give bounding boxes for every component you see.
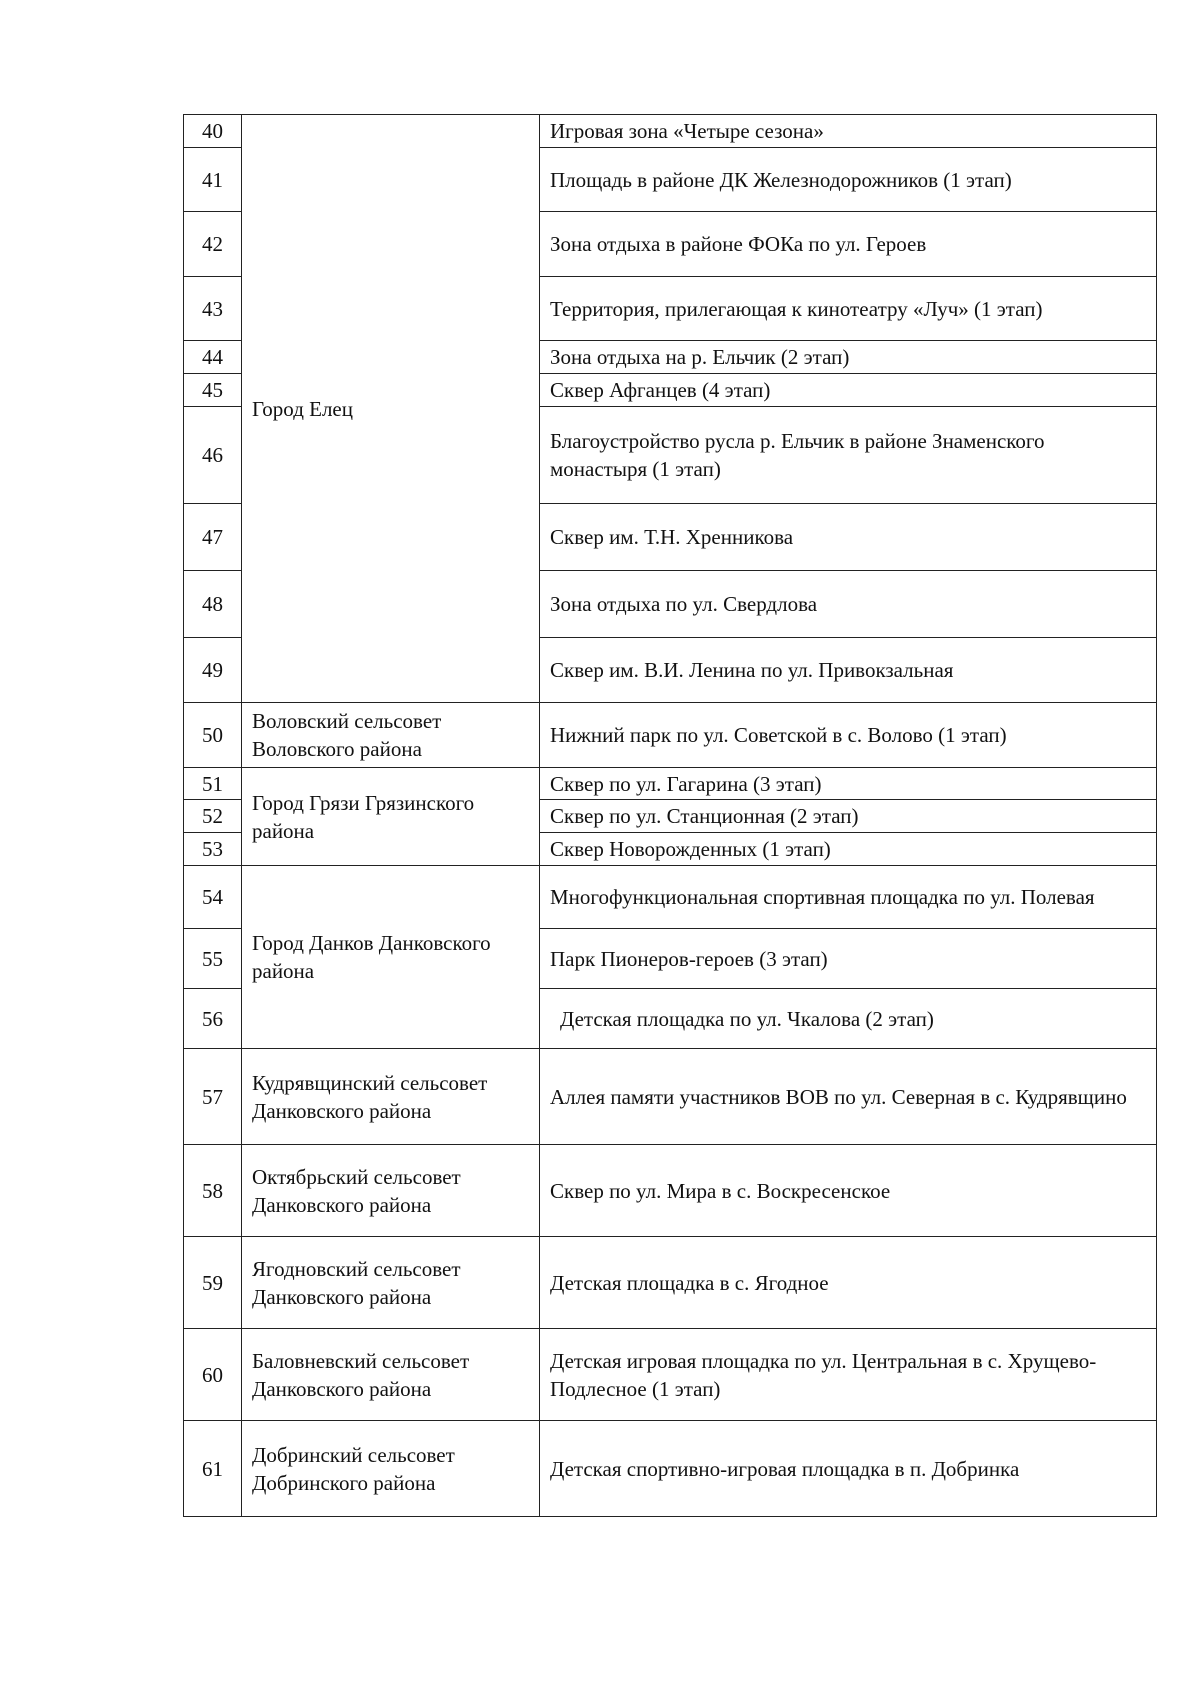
row-number: 43 xyxy=(184,277,242,341)
object-cell: Благоустройство русла р. Ельчик в районе Знаменского монастыря (1 этап) xyxy=(540,407,1157,504)
object-cell: Детская игровая площадка по ул. Центральная в с. Хрущево-Подлесное (1 этап) xyxy=(540,1329,1157,1421)
object-cell: Площадь в районе ДК Железнодорожников (1 этап) xyxy=(540,148,1157,212)
table-row xyxy=(184,1049,1157,1145)
row-number: 44 xyxy=(184,341,242,374)
object-cell: Детская площадка по ул. Чкалова (2 этап) xyxy=(540,989,1157,1049)
row-number: 59 xyxy=(184,1237,242,1329)
table-row xyxy=(184,1145,1157,1237)
improvement-objects-table xyxy=(183,114,1157,1517)
municipality-cell: Баловневский сельсовет Данковского района xyxy=(242,1329,540,1421)
object-cell: Игровая зона «Четыре сезона» xyxy=(540,115,1157,148)
row-number: 61 xyxy=(184,1421,242,1517)
municipality-cell: Октябрьский сельсовет Данковского района xyxy=(242,1145,540,1237)
row-number: 40 xyxy=(184,115,242,148)
municipality-cell: Ягодновский сельсовет Данковского района xyxy=(242,1237,540,1329)
object-cell: Многофункциональная спортивная площадка по ул. Полевая xyxy=(540,866,1157,929)
table-row xyxy=(184,768,1157,800)
row-number: 53 xyxy=(184,833,242,866)
object-cell: Зона отдыха в районе ФОКа по ул. Героев xyxy=(540,212,1157,277)
row-number: 52 xyxy=(184,800,242,833)
table-row xyxy=(184,1237,1157,1329)
municipality-cell: Город Грязи Грязинского района xyxy=(242,768,540,866)
row-number: 60 xyxy=(184,1329,242,1421)
object-cell: Нижний парк по ул. Советской в с. Волово (1 этап) xyxy=(540,703,1157,768)
municipality-cell: Город Елец xyxy=(242,115,540,703)
object-cell: Сквер по ул. Мира в с. Воскресенское xyxy=(540,1145,1157,1237)
row-number: 46 xyxy=(184,407,242,504)
municipality-cell: Город Данков Данковского района xyxy=(242,866,540,1049)
object-cell: Парк Пионеров-героев (3 этап) xyxy=(540,929,1157,989)
row-number: 47 xyxy=(184,504,242,571)
table-row xyxy=(184,1329,1157,1421)
row-number: 41 xyxy=(184,148,242,212)
object-cell: Аллея памяти участников ВОВ по ул. Северная в с. Кудрявщино xyxy=(540,1049,1157,1145)
table-row xyxy=(184,866,1157,929)
object-cell: Территория, прилегающая к кинотеатру «Луч» (1 этап) xyxy=(540,277,1157,341)
row-number: 49 xyxy=(184,638,242,703)
table-row xyxy=(184,1421,1157,1517)
row-number: 56 xyxy=(184,989,242,1049)
object-cell: Сквер им. Т.Н. Хренникова xyxy=(540,504,1157,571)
row-number: 50 xyxy=(184,703,242,768)
row-number: 57 xyxy=(184,1049,242,1145)
object-cell: Зона отдыха на р. Ельчик (2 этап) xyxy=(540,341,1157,374)
municipality-cell: Добринский сельсовет Добринского района xyxy=(242,1421,540,1517)
municipality-cell: Кудрявщинский сельсовет Данковского района xyxy=(242,1049,540,1145)
row-number: 51 xyxy=(184,768,242,800)
object-cell: Детская спортивно-игровая площадка в п. Добринка xyxy=(540,1421,1157,1517)
municipality-cell: Воловский сельсовет Воловского района xyxy=(242,703,540,768)
row-number: 55 xyxy=(184,929,242,989)
table-row xyxy=(184,703,1157,768)
object-cell: Сквер им. В.И. Ленина по ул. Привокзальная xyxy=(540,638,1157,703)
object-cell: Зона отдыха по ул. Свердлова xyxy=(540,571,1157,638)
object-cell: Сквер по ул. Станционная (2 этап) xyxy=(540,800,1157,833)
object-cell: Сквер Новорожденных (1 этап) xyxy=(540,833,1157,866)
object-cell: Сквер Афганцев (4 этап) xyxy=(540,374,1157,407)
row-number: 54 xyxy=(184,866,242,929)
row-number: 58 xyxy=(184,1145,242,1237)
table-row xyxy=(184,115,1157,148)
row-number: 42 xyxy=(184,212,242,277)
row-number: 48 xyxy=(184,571,242,638)
object-cell: Детская площадка в с. Ягодное xyxy=(540,1237,1157,1329)
row-number: 45 xyxy=(184,374,242,407)
object-cell: Сквер по ул. Гагарина (3 этап) xyxy=(540,768,1157,800)
